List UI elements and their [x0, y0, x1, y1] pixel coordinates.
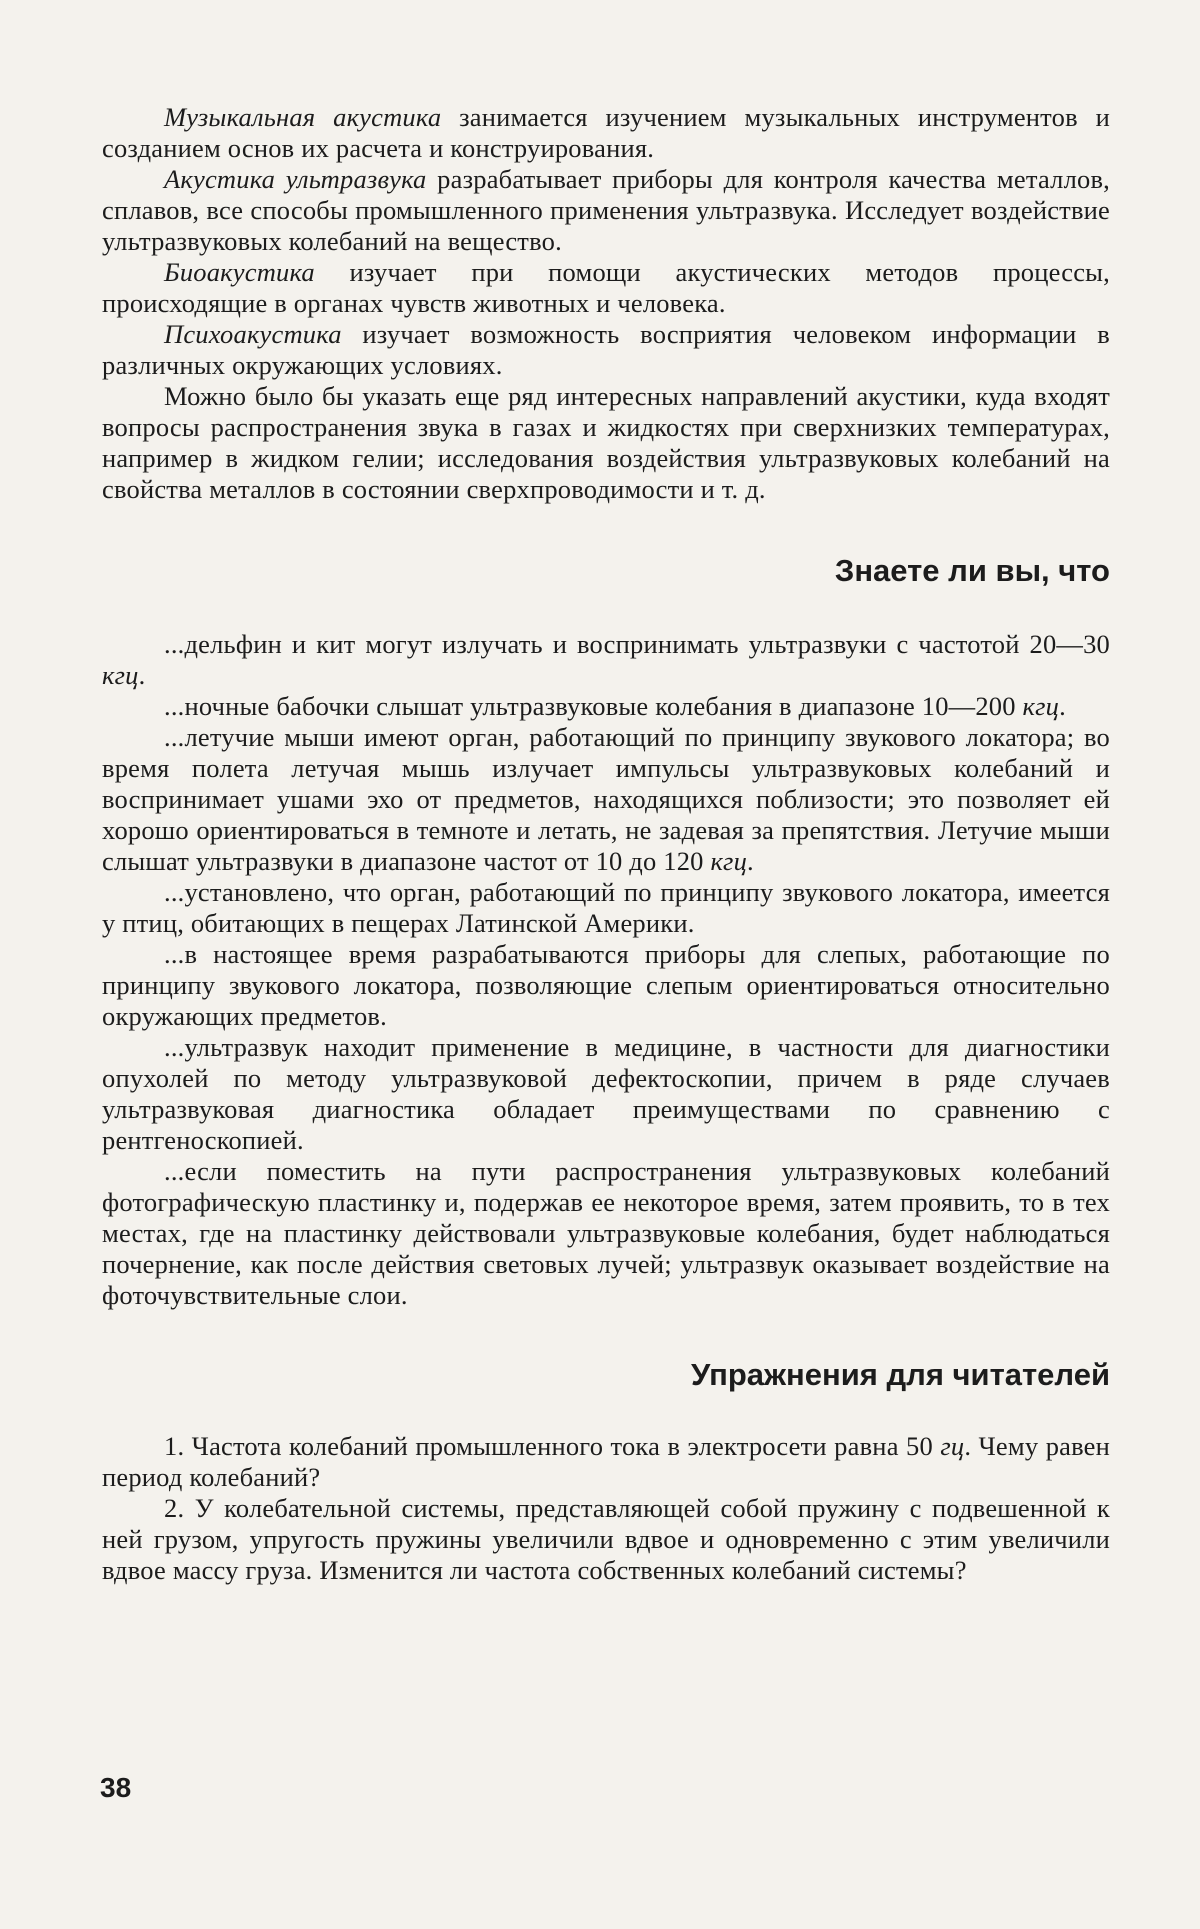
intro-section: [102, 102, 1110, 505]
exercises-list: [102, 1431, 1110, 1586]
fact-item: ...если поместить на пути распространения ультразвуковых колебаний фотографическую пластинку и, подержав ее некоторое время, затем проявить, то в тех местах, где на пластинку действовали ультразвуковые колебания, будет наблюдаться почернение, как после действия световых лучей; ультразвук оказывает воздействие на фоточувствительные слои.: [102, 1156, 1110, 1310]
term: Биоакустика: [164, 257, 315, 287]
fact-item: ...ультразвук находит применение в медицине, в частности для диагностики опухолей по методу ультразвуковой дефектоскопии, причем в ряде случаев ультразвуковая диагностика обладает преимуществами по сравнению с рентгеноскопией.: [102, 1032, 1110, 1155]
text-column: [102, 102, 1110, 1586]
fact-item: ...летучие мыши имеют орган, работающий по принципу звукового локатора; во время полета летучая мышь излучает импульсы ультразвуковых колебаний и воспринимает ушами эхо от предметов, находящихся поблизости; это позволяет ей хорошо ориентироваться в темноте и летать, не задевая за препятствия. Летучие мыши слышат ультразвуки в диапазоне частот от 10 до 120 кгц.: [102, 722, 1110, 876]
exercise-item: 1. Частота колебаний промышленного тока в электросети равна 50 гц. Чему равен период колебаний?: [102, 1431, 1111, 1492]
exercise-item: 2. У колебательной системы, представляющей собой пружину с подвешенной к ней грузом, упругость пружины увеличили вдвое и одновременно с этим увеличили вдвое массу груза. Изменится ли частота собственных колебаний системы?: [102, 1493, 1110, 1585]
page-number: 38: [100, 1772, 132, 1803]
term: Музыкальная акустика: [164, 102, 442, 132]
unit: кгц: [1022, 691, 1060, 721]
paragraph-psychoacoustics: Психоакустика изучает возможность восприятия человеком информации в различных окружающих условиях.: [102, 319, 1110, 380]
term: Психоакустика: [164, 319, 342, 349]
unit: кгц: [102, 660, 139, 690]
term: Акустика ультразвука: [164, 164, 427, 194]
facts-list: [102, 629, 1110, 1311]
fact-item: ...ночные бабочки слышат ультразвуковые колебания в диапазоне 10—200 кгц.: [164, 691, 1066, 721]
fact-item: ...дельфин и кит могут излучать и воспринимать ультразвуки с частотой 20—30 кгц.: [102, 629, 1110, 690]
paragraph-other-directions: Можно было бы указать еще ряд интересных направлений акустики, куда входят вопросы распространения звука в газах и жидкостях при сверхнизких температурах, например в жидком гелии; исследования воздействия ультразвуковых колебаний на свойства металлов в состоянии сверхпроводимости и т. д.: [102, 381, 1110, 504]
unit: кгц: [710, 846, 748, 876]
fact-item: ...установлено, что орган, работающий по принципу звукового локатора, имеется у птиц, обитающих в пещерах Латинской Америки.: [102, 877, 1110, 938]
unit: гц: [940, 1431, 965, 1461]
paragraph-bioacoustics: Биоакустика изучает при помощи акустических методов процессы, происходящие в органах чувств животных и человека.: [102, 257, 1110, 318]
paragraph-musical-acoustics: Музыкальная акустика занимается изучением музыкальных инструментов и созданием основ их расчета и конструирования.: [102, 102, 1110, 163]
fact-item: ...в настоящее время разрабатываются приборы для слепых, работающие по принципу звукового локатора, позволяющие слепым ориентироваться относительно окружающих предметов.: [102, 939, 1110, 1031]
section-heading-exercises: Упражнения для читателей: [691, 1357, 1110, 1392]
paragraph-ultrasound-acoustics: Акустика ультразвука разрабатывает приборы для контроля качества металлов, сплавов, все способы промышленного применения ультразвука. Исследует воздействие ультразвуковых колебаний на вещество.: [102, 164, 1110, 256]
section-heading-did-you-know: Знаете ли вы, что: [834, 553, 1110, 588]
